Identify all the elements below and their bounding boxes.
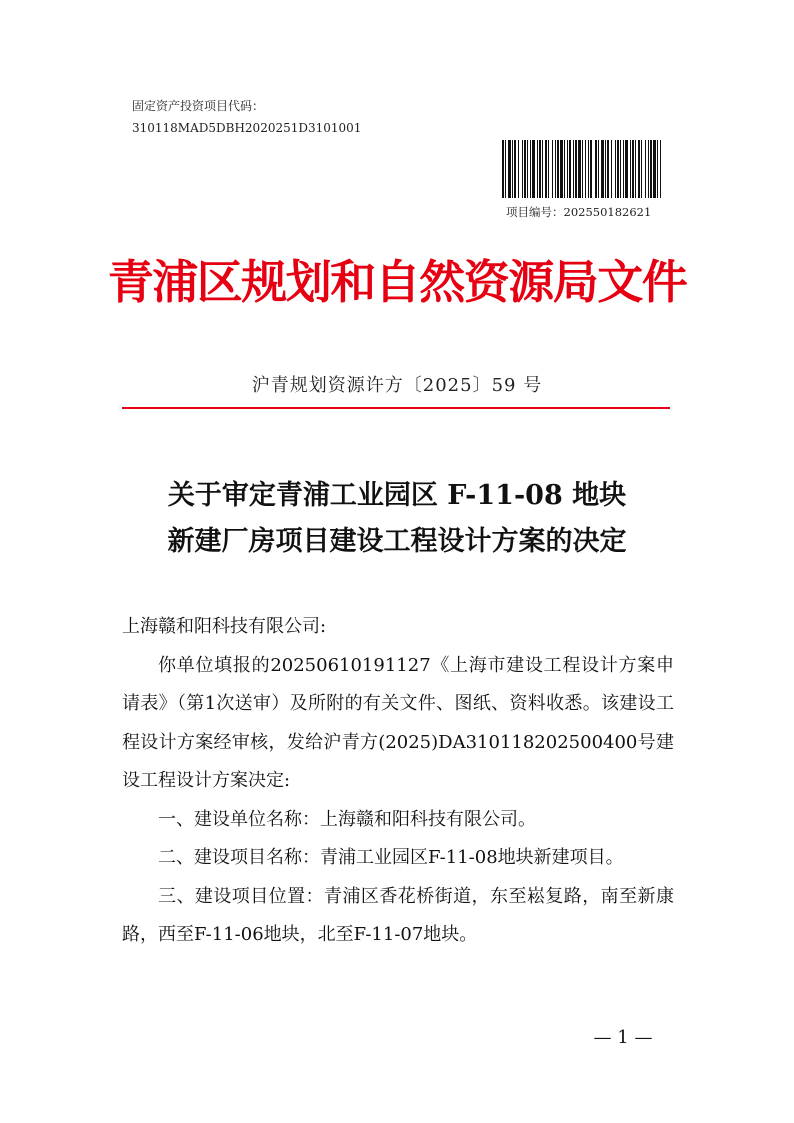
page-number: — 1 — [593,1027,653,1048]
decision-title-line-1: 关于审定青浦工业园区 F-11-08 地块 [167,480,627,511]
red-separator-line [122,407,670,409]
barcode-bar [555,140,556,198]
document-number: 沪青规划资源许方〔2025〕59 号 [251,375,543,396]
barcode-bar [615,140,616,198]
barcode-bar [625,140,628,198]
barcode-bar [650,140,652,198]
barcode-bar [508,140,511,198]
decision-title [0,473,794,565]
barcode-bar [522,140,523,198]
barcode-bar [641,140,642,198]
barcode-bar [607,140,609,198]
barcode-bar [539,140,541,198]
barcode-bar [611,140,612,198]
barcode-bar [557,140,559,198]
addressee: 上海赣和阳科技有限公司: [122,616,327,637]
item-construction-unit: 一、建设单位名称：上海赣和阳科技有限公司。 [158,808,536,830]
barcode-bar [514,140,516,198]
document-body [122,608,674,955]
barcode-bar [564,140,565,198]
item-project-location: 三、建设项目位置：青浦区香花桥街道，东至崧复路，南至新康路，西至F-11-06地块，北至F-11-07地块。 [122,885,674,945]
barcode-bar [623,140,624,198]
barcode-bar [575,140,577,198]
barcode-bar [573,140,574,198]
barcode-bar [632,140,634,198]
project-number: 项目编号：202550182621 [506,205,652,219]
barcode-bar [567,140,568,198]
barcode-bar [524,140,526,198]
barcode-bar [595,140,597,198]
fixed-asset-code-block [132,95,361,139]
barcode-bar [588,140,589,198]
barcode-bar [542,140,543,198]
barcode [502,140,662,198]
fixed-asset-code-label: 固定资产投资项目代码： [132,99,265,113]
barcode-bar [660,140,661,198]
barcode-bar [502,140,504,198]
barcode-bar [560,140,563,198]
barcode-bar [582,140,583,198]
decision-title-line-2: 新建厂房项目建设工程设计方案的决定 [167,526,627,557]
barcode-bar [657,140,658,198]
barcode-bar [552,140,553,198]
barcode-bar [590,140,592,198]
barcode-bar [653,140,656,198]
barcode-bar [537,140,538,198]
issuing-org-title: 青浦区规划和自然资源局文件 [107,255,687,309]
barcode-bar [530,140,531,198]
fixed-asset-code-value: 310118MAD5DBH2020251D3101001 [132,121,362,135]
barcode-bar [638,140,640,198]
barcode-bar [617,140,619,198]
body-paragraph: 你单位填报的20250610191127《上海市建设工程设计方案申请表》（第1次送审）及所附的有关文件、图纸、资料收悉。该建设工程设计方案经审核，发给沪青方(2025)DA310118202500400号建设工程设计方案决定: [122,654,674,791]
barcode-bar [518,140,519,198]
barcode-bar [512,140,513,198]
barcode-bar [648,140,649,198]
barcode-bar [635,140,636,198]
item-project-name: 二、建设项目名称：青浦工业园区F-11-08地块新建项目。 [158,847,624,868]
barcode-bar [578,140,581,198]
barcode-bar [545,140,547,198]
barcode-bar [605,140,606,198]
barcode-bar [505,140,506,198]
barcode-bar [548,140,549,198]
barcode-bar [630,140,631,198]
barcode-bar [645,140,646,198]
barcode-bar [620,140,621,198]
barcode-bar [598,140,599,198]
barcode-bar [532,140,535,198]
barcode-bar [569,140,571,198]
barcode-bar [585,140,586,198]
barcode-bar [527,140,528,198]
barcode-bar [601,140,604,198]
